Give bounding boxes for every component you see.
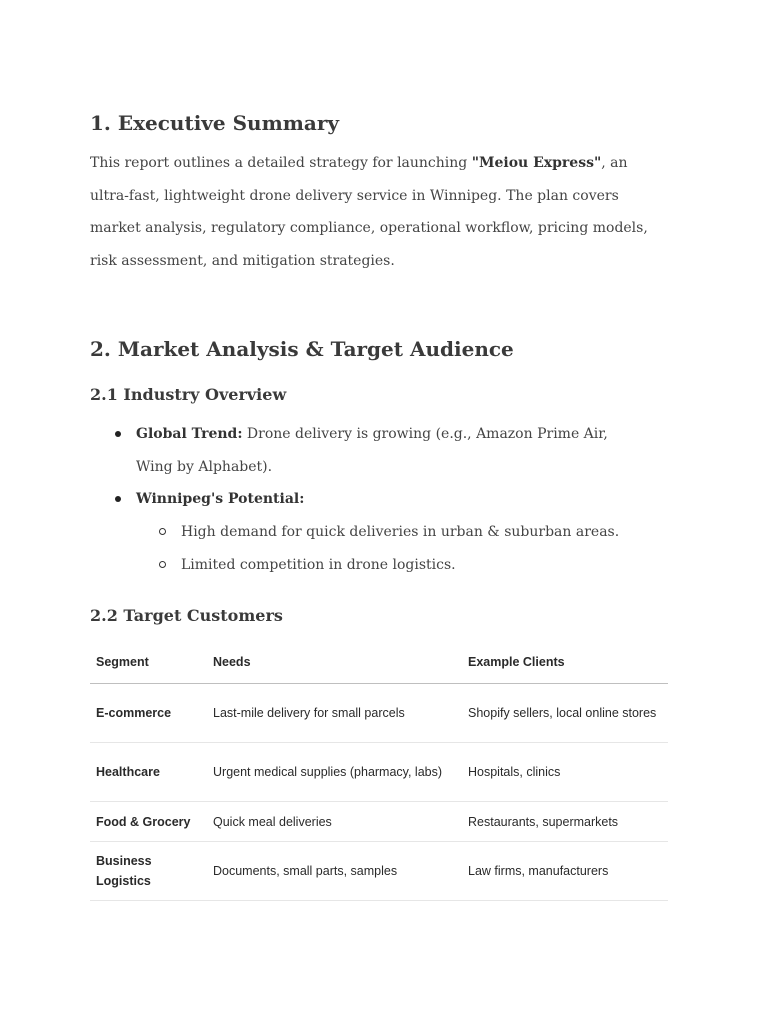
clients-cell: Restaurants, supermarkets (462, 802, 668, 842)
subsection-heading-industry-overview: 2.1 Industry Overview (90, 385, 287, 404)
section-heading-executive-summary: 1. Executive Summary (90, 111, 340, 135)
table-row (90, 684, 668, 743)
bullet-label: Winnipeg's Potential: (136, 491, 305, 507)
table-row (90, 842, 668, 901)
sub-bullet-text: High demand for quick deliveries in urban & suburban areas. (181, 524, 620, 540)
target-customers-table (90, 641, 668, 901)
bullet-circle-icon (159, 528, 166, 535)
table-header-row (90, 641, 668, 684)
column-header-needs: Needs (207, 641, 462, 684)
bullet-circle-icon (159, 561, 166, 568)
brand-name: "Meiou Express" (471, 155, 602, 171)
summary-text-start: This report outlines a detailed strategy for launching (90, 155, 472, 171)
bullet-winnipeg-potential (136, 483, 636, 516)
executive-summary-paragraph (90, 147, 650, 277)
needs-cell: Documents, small parts, samples (207, 842, 462, 901)
table-row (90, 743, 668, 802)
summary-text-end: , an ultra-fast, lightweight drone delivery service in Winnipeg. The plan covers market analysis, regulatory compliance, operational workflow, pricing models, risk assessment, and mitigation strategies. (90, 155, 648, 269)
column-header-example-clients: Example Clients (462, 641, 668, 684)
sub-bullet-high-demand (181, 516, 651, 549)
section-heading-market-analysis: 2. Market Analysis & Target Audience (90, 337, 514, 361)
clients-cell: Hospitals, clinics (462, 743, 668, 802)
segment-cell: Food & Grocery (90, 802, 207, 842)
bullet-dot-icon (115, 431, 121, 437)
sub-bullet-text: Limited competition in drone logistics. (181, 557, 456, 573)
bullet-dot-icon (115, 496, 121, 502)
subsection-heading-target-customers: 2.2 Target Customers (90, 606, 283, 625)
bullet-label: Global Trend: (136, 426, 243, 442)
needs-cell: Quick meal deliveries (207, 802, 462, 842)
bullet-text: Drone delivery is growing (e.g., Amazon Prime Air, Wing by Alphabet). (136, 426, 608, 475)
clients-cell: Shopify sellers, local online stores (462, 684, 668, 743)
clients-cell: Law firms, manufacturers (462, 842, 668, 901)
segment-cell: E-commerce (90, 684, 207, 743)
bullet-global-trend (136, 418, 636, 483)
segment-cell: Business Logistics (90, 842, 207, 901)
table-row (90, 802, 668, 842)
needs-cell: Urgent medical supplies (pharmacy, labs) (207, 743, 462, 802)
sub-bullet-limited-competition (181, 549, 651, 582)
column-header-segment: Segment (90, 641, 207, 684)
segment-cell: Healthcare (90, 743, 207, 802)
needs-cell: Last-mile delivery for small parcels (207, 684, 462, 743)
